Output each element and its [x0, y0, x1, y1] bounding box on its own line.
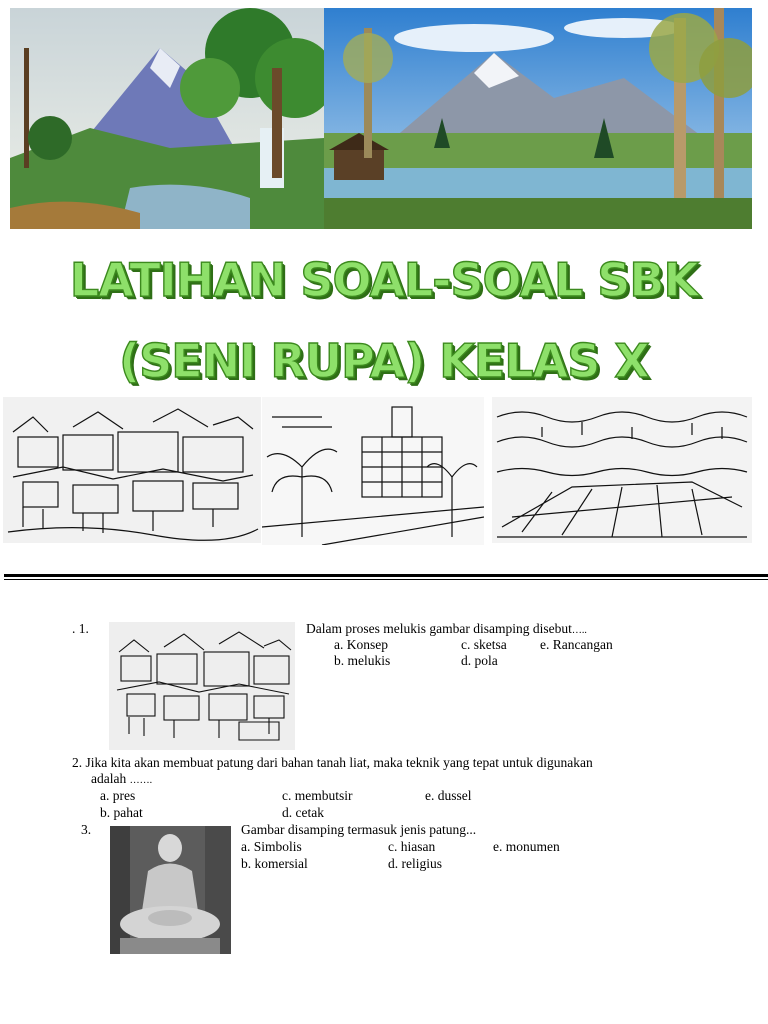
question-2-option-e: e. dussel	[425, 788, 472, 803]
question-1-option-b: b. melukis	[334, 653, 391, 668]
separator-thick-line	[4, 574, 768, 577]
question-2-dots: …….	[129, 775, 153, 786]
question-3-image	[110, 826, 231, 954]
question-1-option-a: a. Konsep	[334, 637, 388, 652]
question-1-prompt: Dalam proses melukis gambar disamping disebut	[306, 621, 572, 636]
question-3-number: 3.	[81, 822, 92, 837]
question-1-dots: …..	[571, 625, 587, 636]
question-3-text: Gambar disamping termasuk jenis patung...	[241, 822, 477, 837]
landscape-painting-left	[10, 8, 324, 229]
question-3-option-c: c. hiasan	[388, 839, 436, 854]
question-2-option-c: c. membutsir	[282, 788, 353, 803]
question-3-option-e: e. monumen	[493, 839, 560, 854]
question-1-number: . 1.	[72, 621, 89, 636]
question-2-option-a: a. pres	[100, 788, 136, 803]
sketch-image-boat-wreck	[492, 397, 752, 543]
question-1-option-e: e. Rancangan	[540, 637, 613, 652]
question-2-option-b: b. pahat	[100, 805, 143, 820]
question-2-option-d: d. cetak	[282, 805, 324, 820]
page-title-line-1: LATIHAN SOAL-SOAL SBK	[69, 253, 699, 307]
page-title-line-2: (SENI RUPA) KELAS X	[119, 334, 649, 388]
question-3-option-b: b. komersial	[241, 856, 308, 871]
question-2-prompt-cont: adalah	[91, 771, 127, 786]
sketch-image-building	[262, 397, 484, 545]
question-2-text: 2. Jika kita akan membuat patung dari bahan tanah liat, maka teknik yang tepat untuk digunakan	[72, 755, 593, 770]
separator-thin-line	[4, 579, 768, 580]
question-2-text-line-2	[91, 771, 152, 789]
question-1-option-d: d. pola	[461, 653, 498, 668]
landscape-painting-right	[324, 8, 752, 229]
question-1-option-c: c. sketsa	[461, 637, 507, 652]
question-1-image	[109, 622, 295, 750]
sketch-image-village	[3, 397, 261, 543]
question-3-option-a: a. Simbolis	[241, 839, 302, 854]
question-3-option-d: d. religius	[388, 856, 442, 871]
